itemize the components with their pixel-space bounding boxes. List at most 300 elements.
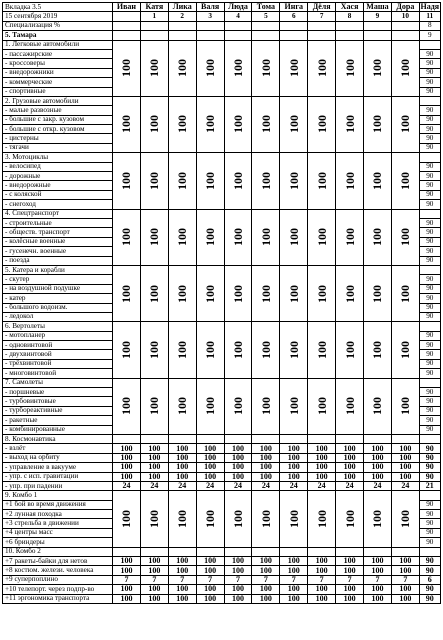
item-label: +8 костюм. желези. человека	[3, 566, 113, 575]
item-last-value: 90	[419, 341, 440, 350]
column-header-name[interactable]: Инга	[280, 3, 308, 12]
spec-empty-cell	[336, 21, 364, 30]
column-header-name[interactable]: Валя	[196, 3, 224, 12]
item-last-value: 90	[419, 172, 440, 181]
item-label: +4 центры масс	[3, 528, 113, 537]
section-title: 9. Комбо 1	[3, 491, 113, 500]
item-label: - с коляской	[3, 190, 113, 199]
section-last-empty	[419, 209, 440, 218]
section-header-row	[3, 153, 441, 162]
tab-title: Вкладка 3.5	[3, 3, 113, 12]
value-cell: 6	[419, 575, 440, 584]
value-cell: 90	[419, 566, 440, 575]
value-cell: 100	[280, 566, 308, 575]
item-label: +11 эргономика транспорта	[3, 594, 113, 603]
value-cell: 100	[224, 594, 252, 603]
merged-value-cell	[308, 322, 336, 378]
item-last-value: 90	[419, 312, 440, 321]
item-last-value: 90	[419, 143, 440, 152]
item-label: - малые развозные	[3, 106, 113, 115]
highlight-empty-cell	[140, 31, 168, 40]
merged-value: 100	[286, 284, 301, 303]
column-header-name[interactable]: Лика	[168, 3, 196, 12]
merged-value: 100	[314, 115, 329, 134]
merged-value-cell	[280, 96, 308, 152]
value-cell: 100	[252, 594, 280, 603]
value-cell: 21	[419, 481, 440, 490]
merged-value: 100	[258, 115, 273, 134]
merged-value: 100	[231, 509, 245, 528]
merged-value-cell	[168, 491, 196, 547]
value-cell: 100	[391, 585, 419, 594]
merged-value-cell	[252, 265, 280, 321]
merged-value: 100	[203, 228, 218, 247]
section-title: 4. Спецтранспорт	[3, 209, 113, 218]
value-cell: 100	[196, 566, 224, 575]
merged-value-cell	[280, 209, 308, 265]
merged-value-cell	[391, 209, 419, 265]
kosmo-empty-cell	[113, 434, 141, 443]
section-last-empty	[419, 40, 440, 49]
value-cell: 100	[280, 453, 308, 462]
merged-value: 100	[119, 115, 134, 134]
merged-value: 100	[370, 171, 385, 190]
column-header-name[interactable]: Люда	[224, 3, 252, 12]
item-last-value: 90	[419, 49, 440, 58]
merged-value-cell	[308, 491, 336, 547]
merged-value-cell	[364, 322, 392, 378]
section-last-empty	[419, 96, 440, 105]
spec-empty-cell	[224, 21, 252, 30]
column-header-name[interactable]: Маша	[364, 3, 392, 12]
item-label: +6 бриндеры	[3, 538, 113, 547]
value-cell: 100	[280, 585, 308, 594]
value-cell: 100	[336, 472, 364, 481]
value-cell: 100	[308, 453, 336, 462]
item-label: - поршневые	[3, 388, 113, 397]
section-title: 6. Вертолеты	[3, 322, 113, 331]
value-cell: 24	[308, 481, 336, 490]
value-cell: 90	[419, 557, 440, 566]
value-cell: 100	[224, 453, 252, 462]
value-cell: 100	[391, 557, 419, 566]
merged-value-cell	[364, 378, 392, 434]
merged-value-cell	[280, 322, 308, 378]
merged-value-cell	[391, 153, 419, 209]
date-label: 15 сентября 2019	[3, 12, 113, 21]
value-cell: 100	[196, 463, 224, 472]
merged-value: 100	[119, 509, 134, 528]
merged-value: 100	[175, 340, 190, 359]
highlight-empty-cell	[196, 31, 224, 40]
item-label: - двухвинтовой	[3, 350, 113, 359]
value-cell: 24	[252, 481, 280, 490]
value-cell: 100	[364, 566, 392, 575]
merged-value-cell	[140, 322, 168, 378]
kosmo-empty-cell	[364, 434, 392, 443]
section-header-row	[3, 322, 441, 331]
merged-value: 100	[314, 59, 329, 78]
combo2-row	[3, 585, 441, 594]
merged-value: 100	[175, 509, 190, 528]
merged-value-cell	[196, 491, 224, 547]
merged-value-cell	[140, 40, 168, 96]
merged-value: 100	[258, 340, 273, 359]
merged-value-cell	[224, 322, 252, 378]
combo2-empty-cell	[168, 547, 196, 556]
merged-value-cell	[224, 209, 252, 265]
value-cell: 100	[336, 444, 364, 453]
column-number: 5	[252, 12, 280, 21]
merged-value-cell	[113, 153, 141, 209]
item-last-value: 90	[419, 406, 440, 415]
item-label: - выход на орбиту	[3, 453, 113, 462]
combo2-empty-cell	[280, 547, 308, 556]
section-last-empty	[419, 322, 440, 331]
merged-value-cell	[196, 209, 224, 265]
kosmo-empty-cell	[252, 434, 280, 443]
merged-value-cell	[140, 209, 168, 265]
combo2-row	[3, 594, 441, 603]
kosmo-empty-cell	[419, 434, 440, 443]
combo2-empty-cell	[252, 547, 280, 556]
value-cell: 7	[391, 575, 419, 584]
column-number: 1	[140, 12, 168, 21]
merged-value: 100	[258, 509, 273, 528]
spec-empty-cell	[196, 21, 224, 30]
column-header-name[interactable]: Катя	[140, 3, 168, 12]
merged-value-cell	[168, 209, 196, 265]
item-last-value: 90	[419, 538, 440, 547]
item-last-value: 90	[419, 181, 440, 190]
combo2-row	[3, 566, 441, 575]
merged-value-cell	[140, 153, 168, 209]
value-cell: 7	[252, 575, 280, 584]
merged-value: 100	[286, 509, 301, 528]
merged-value: 100	[370, 228, 385, 247]
merged-value: 100	[231, 59, 245, 78]
kosmo-row	[3, 463, 441, 472]
value-cell: 90	[419, 472, 440, 481]
combo2-empty-cell	[308, 547, 336, 556]
value-cell: 100	[196, 557, 224, 566]
value-cell: 100	[113, 463, 141, 472]
value-cell: 100	[113, 453, 141, 462]
value-cell: 100	[168, 472, 196, 481]
merged-value: 100	[147, 115, 162, 134]
value-cell: 7	[280, 575, 308, 584]
merged-value-cell	[224, 40, 252, 96]
item-label: - турбореактивные	[3, 406, 113, 415]
kosmo-empty-cell	[196, 434, 224, 443]
item-label: - коммерческие	[3, 78, 113, 87]
merged-value: 100	[342, 228, 357, 247]
section-last-empty	[419, 265, 440, 274]
section-header-row	[3, 491, 441, 500]
merged-value: 100	[119, 59, 134, 78]
section-header-row	[3, 40, 441, 49]
merged-value-cell	[113, 209, 141, 265]
value-cell: 100	[308, 444, 336, 453]
merged-value-cell	[364, 40, 392, 96]
value-cell: 90	[419, 444, 440, 453]
header-row-names	[3, 3, 441, 12]
merged-value-cell	[308, 265, 336, 321]
merged-value: 100	[286, 59, 301, 78]
kosmo-empty-cell	[391, 434, 419, 443]
value-cell: 24	[196, 481, 224, 490]
merged-value: 100	[258, 171, 273, 190]
kosmo-empty-cell	[140, 434, 168, 443]
item-last-value: 90	[419, 218, 440, 227]
spec-label: Специализация %	[3, 21, 113, 30]
value-cell: 100	[224, 585, 252, 594]
value-cell: 24	[168, 481, 196, 490]
column-number: 11	[419, 12, 440, 21]
merged-value: 100	[342, 397, 357, 416]
merged-value-cell	[113, 265, 141, 321]
value-cell: 100	[391, 594, 419, 603]
item-last-value: 90	[419, 397, 440, 406]
merged-value: 100	[175, 171, 190, 190]
merged-value-cell	[196, 153, 224, 209]
merged-value: 100	[203, 397, 218, 416]
value-cell: 100	[113, 566, 141, 575]
merged-value-cell	[113, 378, 141, 434]
section-title: 1. Легковые автомобили	[3, 40, 113, 49]
column-header-name[interactable]: Хася	[336, 3, 364, 12]
highlight-empty-cell	[364, 31, 392, 40]
value-cell: 100	[391, 453, 419, 462]
merged-value-cell	[113, 322, 141, 378]
value-cell: 90	[419, 463, 440, 472]
merged-value-cell	[391, 322, 419, 378]
item-label: - большого водоизм.	[3, 303, 113, 312]
item-last-value: 90	[419, 200, 440, 209]
section-title: 8. Космонавтика	[3, 434, 113, 443]
skills-table	[2, 2, 441, 604]
merged-value: 100	[398, 171, 413, 190]
value-cell: 100	[336, 594, 364, 603]
value-cell: 7	[224, 575, 252, 584]
item-label: - строительные	[3, 218, 113, 227]
item-label: - взлёт	[3, 444, 113, 453]
merged-value: 100	[203, 171, 218, 190]
merged-value: 100	[314, 509, 329, 528]
spec-empty-cell	[113, 21, 141, 30]
item-last-value: 90	[419, 134, 440, 143]
item-last-value: 90	[419, 500, 440, 509]
value-cell: 100	[113, 557, 141, 566]
merged-value-cell	[196, 265, 224, 321]
value-cell: 100	[140, 585, 168, 594]
item-last-value: 90	[419, 388, 440, 397]
item-last-value: 90	[419, 425, 440, 434]
merged-value: 100	[258, 284, 273, 303]
value-cell: 100	[336, 453, 364, 462]
merged-value-cell	[280, 153, 308, 209]
merged-value-cell	[196, 96, 224, 152]
column-header-name[interactable]: Дора	[391, 3, 419, 12]
item-last-value: 90	[419, 519, 440, 528]
value-cell: 100	[196, 453, 224, 462]
merged-value-cell	[196, 40, 224, 96]
item-last-value: 90	[419, 331, 440, 340]
merged-value: 100	[370, 509, 385, 528]
value-cell: 100	[280, 594, 308, 603]
merged-value-cell	[336, 96, 364, 152]
highlight-row	[3, 31, 441, 40]
value-cell: 100	[364, 557, 392, 566]
combo2-empty-cell	[113, 547, 141, 556]
item-last-value: 90	[419, 247, 440, 256]
merged-value: 100	[398, 397, 413, 416]
merged-value: 100	[370, 397, 385, 416]
value-cell: 24	[224, 481, 252, 490]
merged-value-cell	[196, 322, 224, 378]
value-cell: 100	[364, 444, 392, 453]
value-cell: 100	[308, 557, 336, 566]
merged-value-cell	[113, 491, 141, 547]
value-cell: 100	[391, 444, 419, 453]
item-label: - мотопланер	[3, 331, 113, 340]
value-cell: 100	[364, 585, 392, 594]
item-label: - упр. при падении	[3, 481, 113, 490]
merged-value: 100	[175, 397, 190, 416]
merged-value: 100	[370, 284, 385, 303]
merged-value: 100	[258, 228, 273, 247]
merged-value: 100	[398, 509, 413, 528]
value-cell: 100	[168, 453, 196, 462]
value-cell: 100	[140, 444, 168, 453]
value-cell: 7	[140, 575, 168, 584]
value-cell: 100	[252, 557, 280, 566]
value-cell: 100	[336, 463, 364, 472]
value-cell: 100	[140, 453, 168, 462]
value-cell: 24	[336, 481, 364, 490]
merged-value: 100	[398, 340, 413, 359]
column-header-name[interactable]: Иван	[113, 3, 141, 12]
merged-value-cell	[224, 96, 252, 152]
section-header-row	[3, 265, 441, 274]
merged-value-cell	[308, 378, 336, 434]
value-cell: 100	[113, 594, 141, 603]
header-row-numbers	[3, 12, 441, 21]
combo2-header-row	[3, 547, 441, 556]
merged-value-cell	[336, 40, 364, 96]
merged-value-cell	[252, 40, 280, 96]
value-cell: 100	[336, 557, 364, 566]
item-label: - обществ. транспорт	[3, 228, 113, 237]
column-number: 2	[168, 12, 196, 21]
merged-value-cell	[280, 40, 308, 96]
value-cell: 90	[419, 585, 440, 594]
item-last-value: 90	[419, 528, 440, 537]
item-label: - одновинтовой	[3, 341, 113, 350]
merged-value: 100	[231, 171, 245, 190]
combo2-empty-cell	[419, 547, 440, 556]
merged-value-cell	[280, 491, 308, 547]
item-label: - велосипед	[3, 162, 113, 171]
section-header-row	[3, 96, 441, 105]
value-cell: 100	[196, 585, 224, 594]
item-last-value: 90	[419, 125, 440, 134]
column-number: 3	[196, 12, 224, 21]
merged-value-cell	[113, 96, 141, 152]
value-cell: 24	[364, 481, 392, 490]
combo2-empty-cell	[224, 547, 252, 556]
item-last-value: 90	[419, 369, 440, 378]
merged-value: 100	[342, 115, 357, 134]
kosmo-empty-cell	[168, 434, 196, 443]
column-header-name[interactable]: Дёля	[308, 3, 336, 12]
merged-value: 100	[398, 228, 413, 247]
item-label: - тягачи	[3, 143, 113, 152]
value-cell: 100	[308, 472, 336, 481]
value-cell: 100	[252, 566, 280, 575]
spec-last-value: 8	[419, 21, 440, 30]
merged-value: 100	[175, 284, 190, 303]
merged-value: 100	[398, 284, 413, 303]
item-label: - ракетные	[3, 416, 113, 425]
item-label: - цистерны	[3, 134, 113, 143]
kosmo-row	[3, 444, 441, 453]
item-label: +1 бой во время движения	[3, 500, 113, 509]
item-label: +3 стрельба в движении	[3, 519, 113, 528]
merged-value: 100	[147, 59, 162, 78]
item-last-value: 90	[419, 256, 440, 265]
item-label: - большие с откр. кузовом	[3, 125, 113, 134]
section-header-row	[3, 378, 441, 387]
value-cell: 100	[308, 594, 336, 603]
value-cell: 100	[113, 472, 141, 481]
merged-value-cell	[168, 322, 196, 378]
merged-value-cell	[140, 96, 168, 152]
merged-value-cell	[140, 265, 168, 321]
section-last-empty	[419, 153, 440, 162]
spec-empty-cell	[391, 21, 419, 30]
merged-value-cell	[364, 96, 392, 152]
item-label: - спортивные	[3, 87, 113, 96]
merged-value: 100	[286, 228, 301, 247]
merged-value-cell	[252, 209, 280, 265]
value-cell: 100	[252, 453, 280, 462]
value-cell: 100	[308, 585, 336, 594]
section-title: 5. Катера и корабли	[3, 265, 113, 274]
value-cell: 7	[113, 575, 141, 584]
value-cell: 100	[280, 557, 308, 566]
merged-value: 100	[286, 397, 301, 416]
highlight-empty-cell	[391, 31, 419, 40]
value-cell: 100	[113, 585, 141, 594]
item-label: - пассажирские	[3, 49, 113, 58]
merged-value: 100	[314, 340, 329, 359]
value-cell: 100	[391, 566, 419, 575]
section-last-empty	[419, 491, 440, 500]
item-last-value: 90	[419, 115, 440, 124]
item-last-value: 90	[419, 59, 440, 68]
merged-value: 100	[314, 284, 329, 303]
column-header-name[interactable]: Тома	[252, 3, 280, 12]
value-cell: 7	[168, 575, 196, 584]
column-number: 9	[364, 12, 392, 21]
merged-value-cell	[252, 322, 280, 378]
value-cell: 24	[391, 481, 419, 490]
column-header-name[interactable]: Надя	[420, 2, 440, 12]
merged-value: 100	[286, 115, 301, 134]
section-title: 3. Мотоциклы	[3, 153, 113, 162]
item-label: - внедорожники	[3, 68, 113, 77]
